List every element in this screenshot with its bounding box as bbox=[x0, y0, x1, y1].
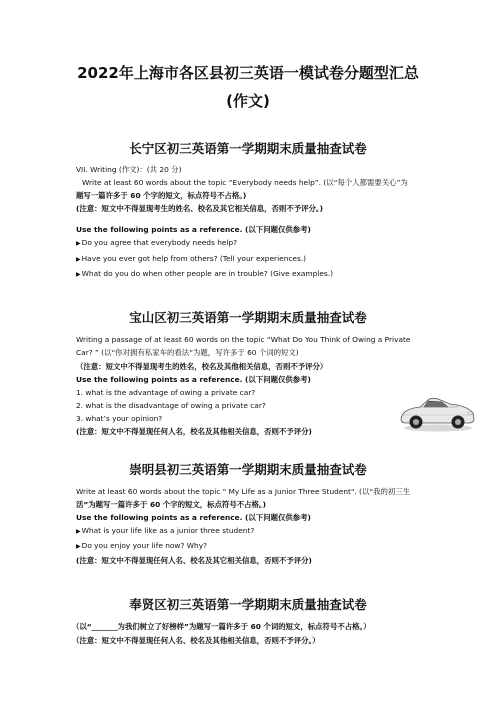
section-title-changning: 长宁区初三英语第一学期期末质量抽查试卷 bbox=[129, 141, 367, 156]
reference-point: ▶Do you agree that everybody needs help? bbox=[76, 238, 238, 247]
question-heading: VII. Writing (作文)：(共 20 分) bbox=[76, 165, 182, 174]
section-title-fengxian: 奉贤区初三英语第一学期期末质量抽查试卷 bbox=[129, 597, 367, 612]
notice: （注意：短文中不得显现任何人名、校名及其他相关信息，否则不予评分。） bbox=[72, 636, 320, 645]
document-subtitle: (作文) bbox=[226, 92, 270, 110]
reference-point: 2. what is the disadvantage of owing a private car? bbox=[76, 401, 266, 410]
reference-heading: Use the following points as a reference. (以下问题仅供参考) bbox=[76, 375, 311, 384]
triangle-bullet-icon: ▶ bbox=[76, 528, 81, 535]
notice: （注意：短文中不得显现考生的姓名，校名及其他相关信息，否则不予评分） bbox=[76, 362, 328, 371]
reference-point: ▶Do you enjoy your life now? Why? bbox=[76, 541, 208, 550]
triangle-bullet-icon: ▶ bbox=[76, 271, 81, 278]
section-title-baoshan: 宝山区初三英语第一学期期末质量抽查试卷 bbox=[129, 310, 367, 325]
reference-point: ▶What do you do when other people are in trouble? (Give examples.) bbox=[76, 269, 333, 278]
writing-prompt: Writing a passage of at least 60 words on the topic “What Do You Think of Owing a Private bbox=[76, 335, 411, 344]
reference-point: 1. what is the advantage of owing a private car? bbox=[76, 388, 256, 397]
triangle-bullet-icon: ▶ bbox=[76, 240, 81, 247]
notice: (注意：短文中不得显现任何人名，校名及其他相关信息，否则不予评分) bbox=[76, 427, 312, 436]
section-title-chongming: 崇明县初三英语第一学期期末质量抽查试卷 bbox=[129, 462, 367, 477]
writing-prompt: Write at least 60 words about the topic " My Life as a Junior Three Student". (以“我的初三生 bbox=[76, 487, 411, 496]
notice: (注意：短文中不得显现考生的姓名、校名及其它相关信息，否则不予评分。) bbox=[76, 204, 323, 213]
reference-point: ▶What is your life like as a junior three student? bbox=[76, 526, 255, 535]
writing-prompt-cont: 题写一篇许多于 60 个字的短文，标点符号不占格。) bbox=[76, 191, 247, 200]
reference-heading: Use the following points as a reference. (以下问题仅供参考) bbox=[76, 225, 311, 234]
reference-point: ▶Have you ever got help from others? (Tell your experiences.) bbox=[76, 254, 307, 263]
document-title: 2022年上海市各区县初三英语一模试卷分题型汇总 bbox=[77, 64, 419, 82]
writing-prompt: Write at least 60 words about the topic “Everybody needs help”. (以“每个人都需要关心”为 bbox=[82, 178, 408, 187]
triangle-bullet-icon: ▶ bbox=[76, 543, 81, 550]
notice: (注意：短文中不得显现任何人名、校名及其它相关信息，否则不予评分) bbox=[76, 556, 312, 565]
writing-prompt-cont: Car? ” (以“你对拥有私家车的看法”为题，写许多于 60 个词的短文) bbox=[76, 348, 299, 357]
reference-point: 3. what’s your opinion? bbox=[76, 414, 163, 423]
writing-prompt: （以“_______为我们树立了好榜样”为题写一篇许多于 60 个词的短文，标点符号不占格。） bbox=[72, 622, 371, 631]
triangle-bullet-icon: ▶ bbox=[76, 256, 81, 263]
writing-prompt-cont: 活”为题写一篇许多于 60 个字的短文，标点符号不占格。) bbox=[76, 500, 266, 509]
reference-heading: Use the following points as a reference. (以下问题仅供参考) bbox=[76, 513, 311, 522]
convertible-car-icon bbox=[398, 385, 476, 433]
